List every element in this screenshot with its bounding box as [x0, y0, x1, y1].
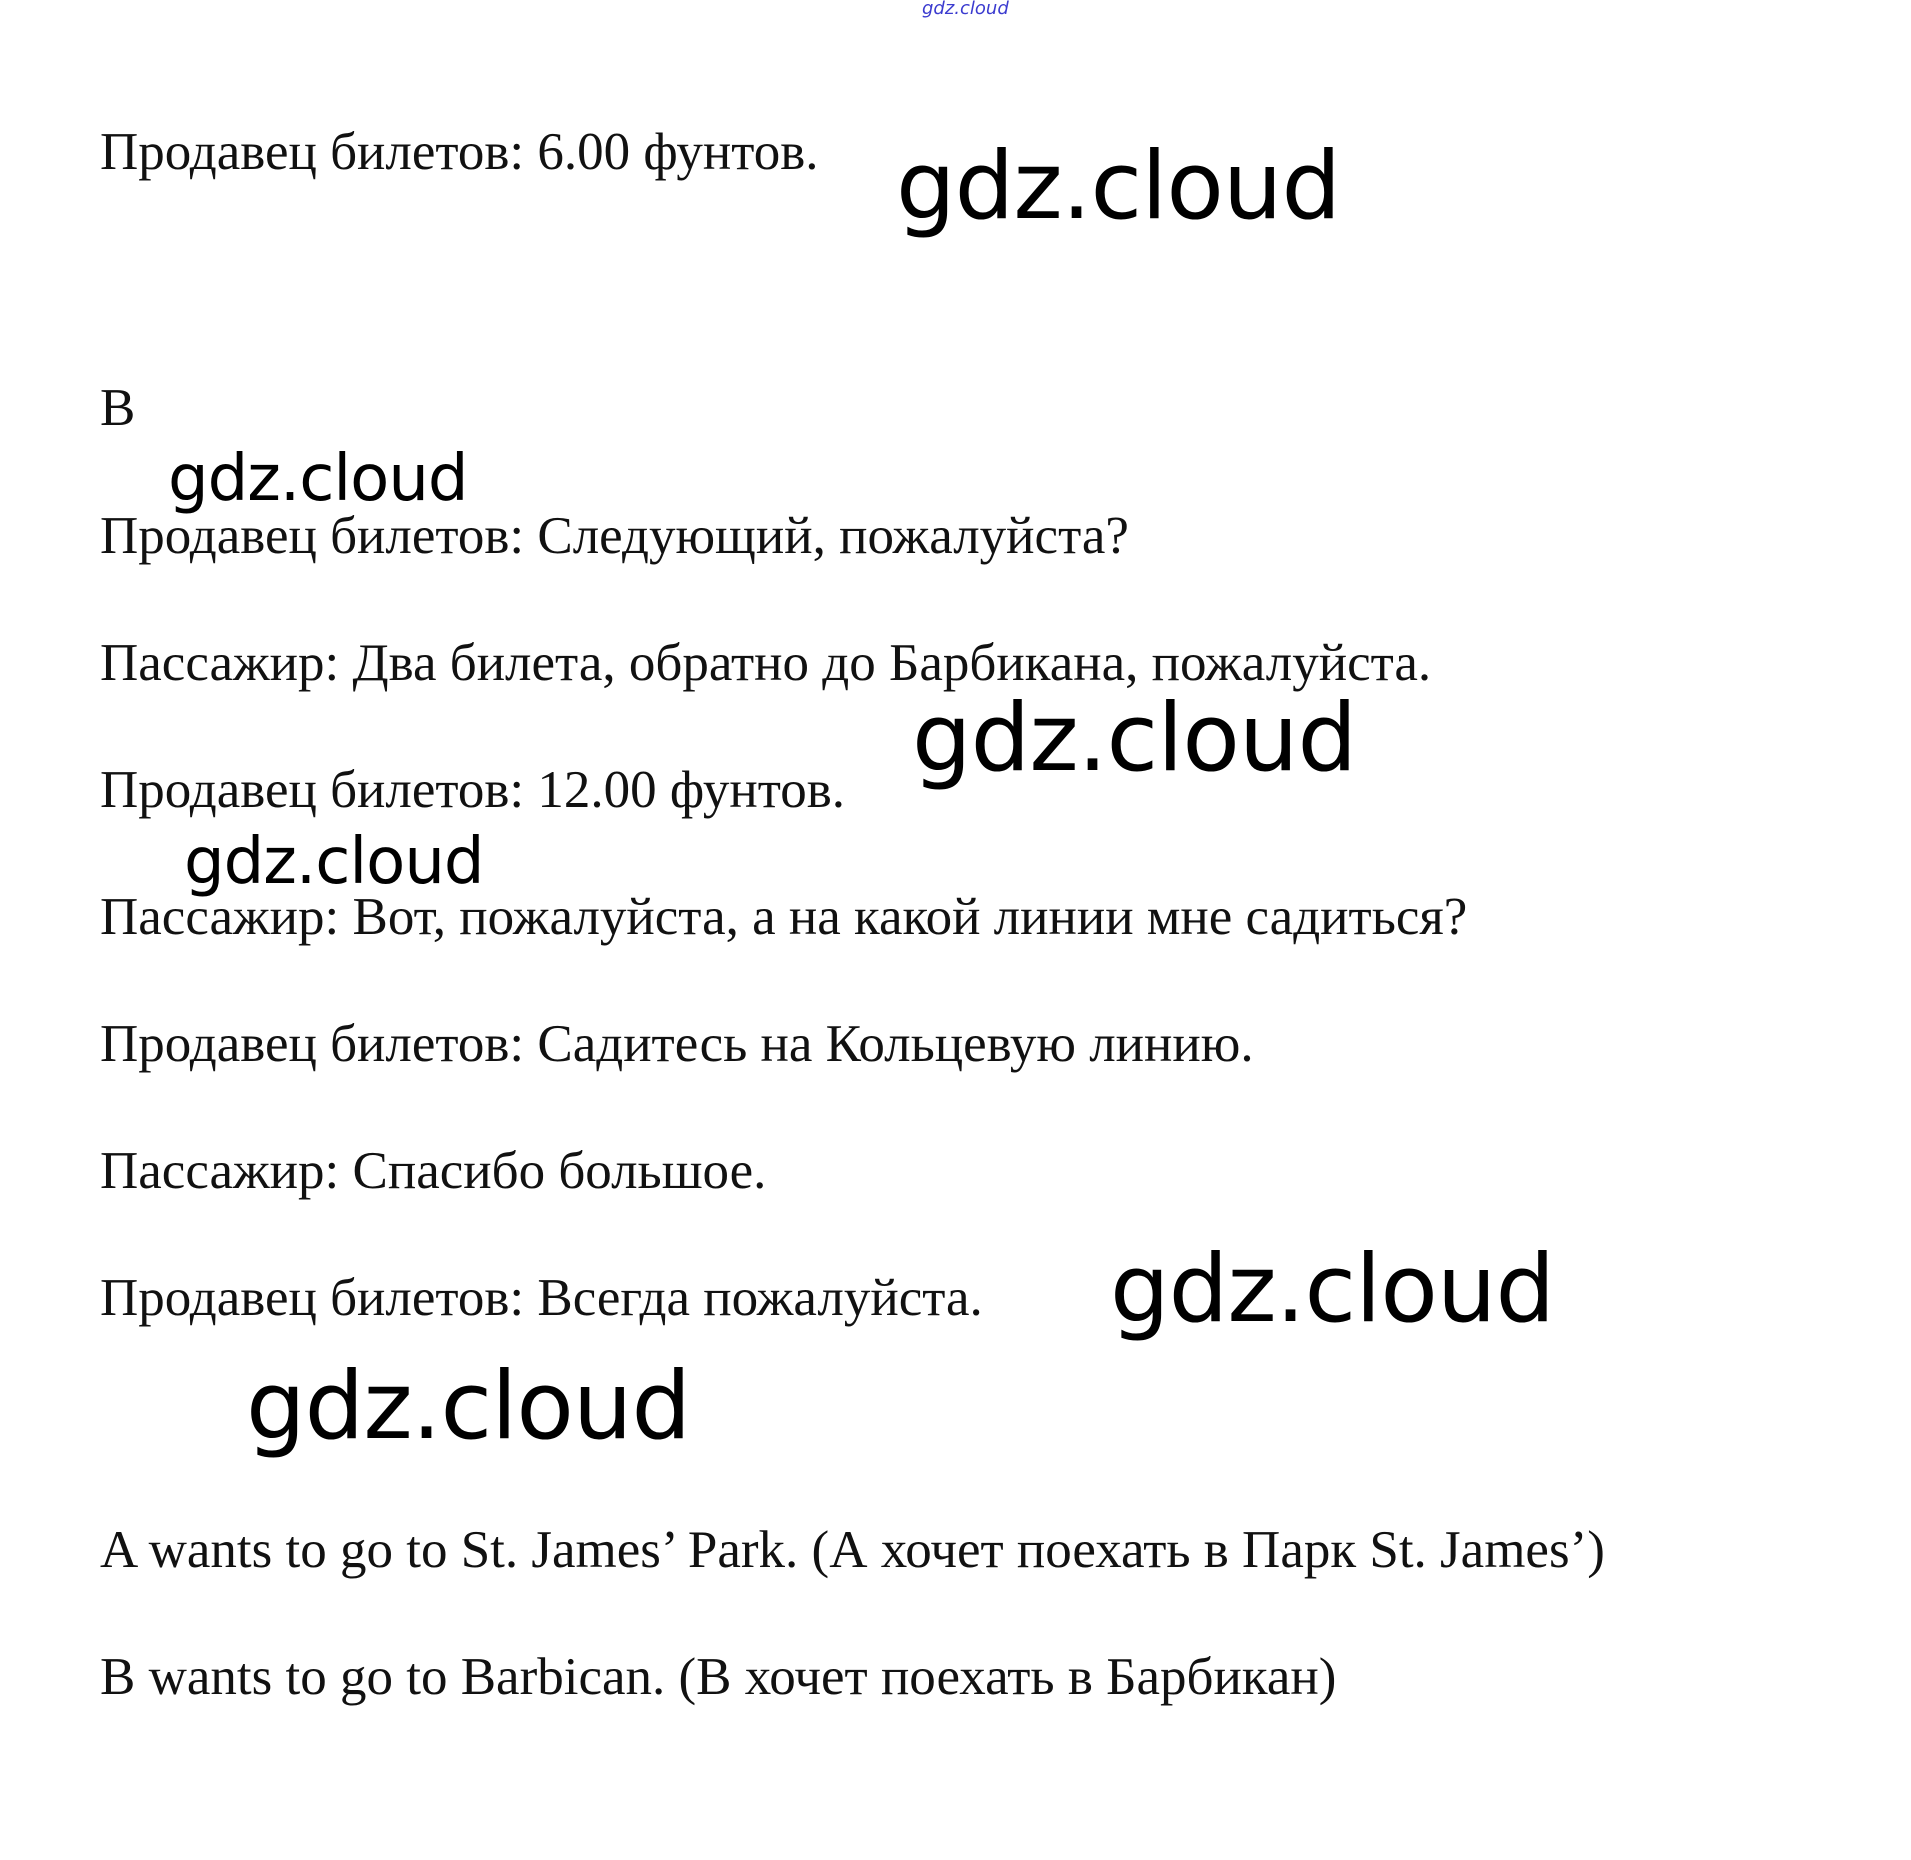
watermark-4: gdz.cloud	[184, 825, 484, 899]
dialogue-line-2: Продавец билетов: Следующий, пожалуйста?	[100, 507, 1129, 565]
watermark-2: gdz.cloud	[168, 442, 468, 516]
site-mark-header[interactable]: gdz.cloud	[922, 0, 1009, 19]
dialogue-line-5: Пассажир: Вот, пожалуйста, а на какой линии мне садиться?	[100, 888, 1468, 946]
summary-line-1: A wants to go to St. James’ Park. (А хочет поехать в Парк St. James’)	[100, 1521, 1605, 1579]
summary-line-2: B wants to go to Barbican. (В хочет поехать в Барбикан)	[100, 1648, 1337, 1706]
dialogue-speaker-label: B	[100, 379, 136, 437]
watermark-1: gdz.cloud	[896, 132, 1341, 241]
dialogue-line-6: Продавец билетов: Садитесь на Кольцевую линию.	[100, 1015, 1254, 1073]
watermark-5: gdz.cloud	[1110, 1235, 1555, 1344]
dialogue-line-7: Пассажир: Спасибо большое.	[100, 1142, 767, 1200]
dialogue-line-8: Продавец билетов: Всегда пожалуйста.	[100, 1269, 983, 1327]
dialogue-line-1: Продавец билетов: 6.00 фунтов.	[100, 123, 819, 181]
dialogue-line-3: Пассажир: Два билета, обратно до Барбикана, пожалуйста.	[100, 634, 1432, 692]
watermark-6: gdz.cloud	[246, 1352, 691, 1461]
watermark-3: gdz.cloud	[912, 684, 1357, 793]
dialogue-line-4: Продавец билетов: 12.00 фунтов.	[100, 761, 845, 819]
